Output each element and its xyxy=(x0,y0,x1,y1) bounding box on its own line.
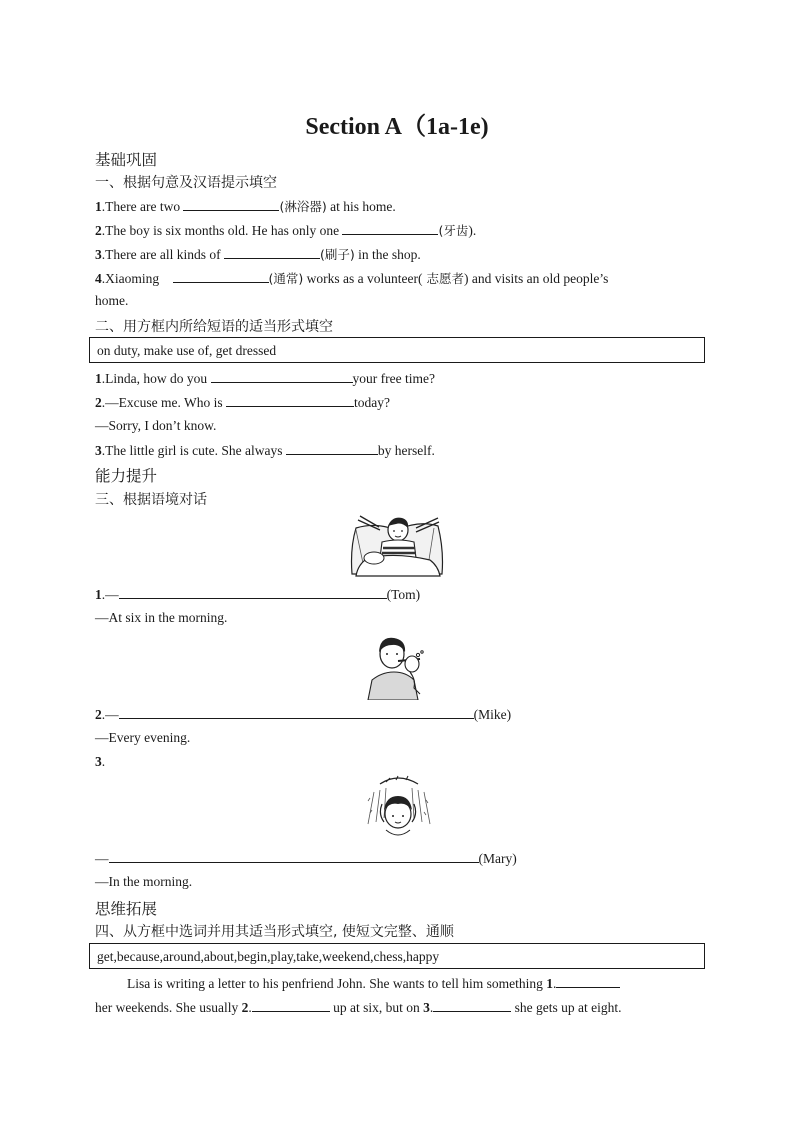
page-title: Section A（1a-1e) xyxy=(305,114,489,140)
question-number: 2 xyxy=(95,395,102,410)
passage-text: up at six, but on xyxy=(329,1000,424,1015)
answer-blank[interactable] xyxy=(252,999,330,1012)
answer-blank[interactable] xyxy=(173,270,269,283)
question-number: 3 xyxy=(95,443,102,458)
passage-line-2: her weekends. She usually 2. up at six, but on 3. she gets up at eight. xyxy=(95,1000,622,1015)
dialogue-3-3-answer: —In the morning. xyxy=(95,874,193,889)
chinese-hint: (刷子) xyxy=(319,247,355,262)
question-text: .— xyxy=(101,587,119,602)
question-2-2 xyxy=(95,394,390,411)
part3-instructions: 三、根据语境对话 xyxy=(95,492,207,508)
question-text: ) and visits an old people’s xyxy=(463,271,609,286)
dialogue-3-3-question xyxy=(95,850,517,867)
question-text: by herself. xyxy=(377,443,435,458)
passage-text: her weekends. She usually xyxy=(95,1000,242,1015)
speaker-name: (Mary) xyxy=(478,851,517,866)
question-1-2 xyxy=(95,221,476,239)
section-heading-improve: 能力提升 xyxy=(95,467,158,485)
answer-blank[interactable] xyxy=(211,370,353,383)
question-2-1 xyxy=(95,370,435,387)
passage-text: she gets up at eight. xyxy=(511,1000,622,1015)
question-1-1 xyxy=(95,197,396,215)
question-text: .The boy is six months old. He has only one xyxy=(101,223,343,238)
question-number: 2 xyxy=(95,707,102,722)
question-number: 1 xyxy=(95,371,102,386)
answer-blank[interactable] xyxy=(286,442,378,455)
question-text: .Linda, how do you xyxy=(101,371,211,386)
question-text: your free time? xyxy=(352,371,435,386)
passage-line-1 xyxy=(127,975,620,992)
section-heading-basics: 基础巩固 xyxy=(95,151,158,169)
dialogue-3-3-number xyxy=(95,754,105,770)
question-text: today? xyxy=(353,395,390,410)
answer-blank[interactable] xyxy=(119,586,387,599)
dialogue-3-2-question xyxy=(95,706,511,723)
question-text: .There are all kinds of xyxy=(101,247,224,262)
answer-blank[interactable] xyxy=(224,246,320,259)
chinese-hint: (通常) xyxy=(268,271,304,286)
question-1-3 xyxy=(95,245,421,263)
answer-blank[interactable] xyxy=(119,706,474,719)
section-heading-extension: 思维拓展 xyxy=(95,900,158,918)
question-text: .—Excuse me. Who is xyxy=(101,395,226,410)
question-text: .The little girl is cute. She always xyxy=(101,443,286,458)
answer-blank[interactable] xyxy=(556,975,620,988)
question-number: 3 xyxy=(95,754,102,769)
word-box: get,because,around,about,begin,play,take,weekend,chess,happy xyxy=(89,943,705,969)
question-number: 1 xyxy=(95,199,102,214)
speaker-name: (Tom) xyxy=(386,587,421,602)
question-number: 1 xyxy=(95,587,102,602)
answer-blank[interactable] xyxy=(109,850,479,863)
blank-number: 3 xyxy=(423,1000,430,1015)
answer-blank[interactable] xyxy=(226,394,354,407)
question-1-4 xyxy=(95,269,608,287)
question-2-3 xyxy=(95,442,435,459)
question-number: 3 xyxy=(95,247,102,262)
dialogue-3-2-answer: —Every evening. xyxy=(95,730,191,745)
question-text: .— xyxy=(101,707,119,722)
question-text: .Xiaoming xyxy=(101,271,163,286)
chinese-hint: 志愿者 xyxy=(422,271,464,286)
question-text: — xyxy=(95,851,109,866)
question-text: ). xyxy=(468,223,477,238)
blank-number: 1 xyxy=(546,976,553,991)
question-number: 4 xyxy=(95,271,102,286)
speaker-name: (Mike) xyxy=(473,707,512,722)
question-text: works as a volunteer( xyxy=(303,271,423,286)
girl-showering-image xyxy=(360,774,436,842)
question-text: .There are two xyxy=(101,199,184,214)
boy-brushing-teeth-image xyxy=(362,630,430,700)
answer-blank[interactable] xyxy=(433,999,511,1012)
part4-instructions: 四、从方框中选词并用其适当形式填空, 使短文完整、通顺 xyxy=(95,924,454,940)
passage-text: Lisa is writing a letter to his penfriend John. She wants to tell him something xyxy=(127,976,547,991)
passage-text: . xyxy=(552,976,557,991)
part1-instructions: 一、根据句意及汉语提示填空 xyxy=(95,175,277,191)
question-number: 2 xyxy=(95,223,102,238)
answer-blank[interactable] xyxy=(183,198,279,211)
blank-number: 2 xyxy=(241,1000,249,1015)
dialogue-3-1-question xyxy=(95,586,420,603)
question-text: in the shop. xyxy=(354,247,421,262)
question-text: at his home. xyxy=(326,199,396,214)
chinese-hint: (牙齿 xyxy=(438,223,469,238)
phrase-box: on duty, make use of, get dressed xyxy=(89,337,705,363)
question-text: . xyxy=(101,754,106,769)
question-2-2-reply: —Sorry, I don’t know. xyxy=(95,418,217,433)
chinese-hint: (淋浴器) xyxy=(279,199,327,214)
part2-instructions: 二、用方框内所给短语的适当形式填空 xyxy=(95,319,333,335)
question-1-4-continued: home. xyxy=(95,293,129,308)
answer-blank[interactable] xyxy=(342,222,438,235)
boy-waking-up-image xyxy=(346,508,446,582)
dialogue-3-1-answer: —At six in the morning. xyxy=(95,610,228,625)
